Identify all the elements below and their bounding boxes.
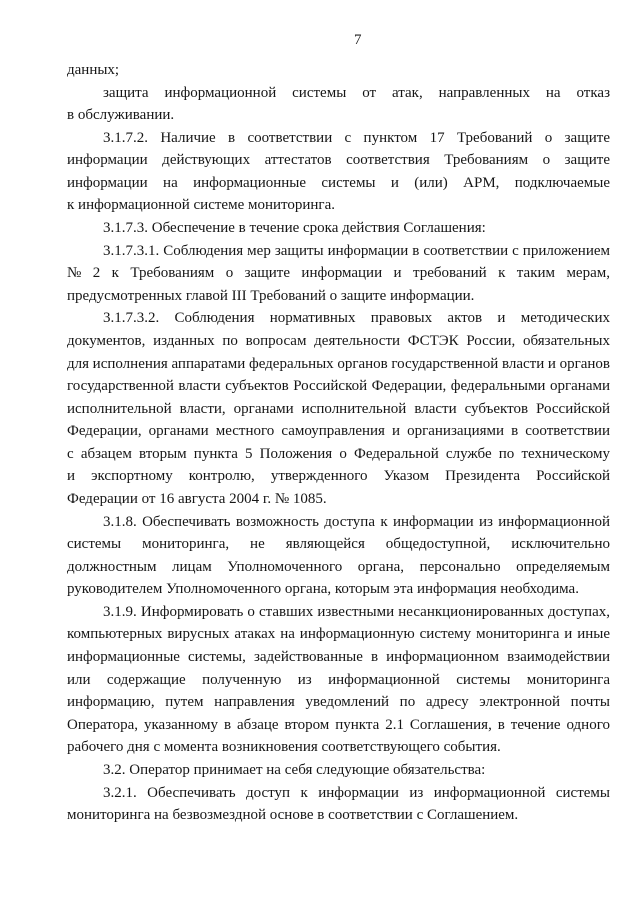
clause-3-2-1 (67, 782, 610, 827)
paragraph-attack-protection (67, 82, 610, 127)
clause-line: 3.1.7.2. Наличие в соответствии с пунктом 17 Требований о защите (103, 129, 610, 146)
clause-line: и экспортному контролю, утвержденного Указом Президента Российской (67, 468, 610, 485)
clause-line: № 2 к Требованиям о защите информации и требований к таким мерам, (67, 265, 610, 282)
clause-line: предусмотренных главой III Требований о защите информации. (67, 287, 475, 304)
clause-3-1-7-2 (67, 127, 610, 217)
clause-line: Федерации, органами местного самоуправления и организациями в соответствии (67, 423, 610, 440)
clause-3-1-7-3-1 (67, 240, 610, 308)
clause-line: 3.1.7.3.2. Соблюдения нормативных правовых актов и методических (103, 310, 610, 327)
clause-line: к информационной системе мониторинга. (67, 197, 335, 214)
clause-line: или содержащие полученную из информационной системы мониторинга (67, 671, 610, 688)
clause-line: информации на информационные системы и (или) АРМ, подключаемые (67, 174, 611, 191)
clause-line: 3.1.8. Обеспечивать возможность доступа к информации из информационной (103, 513, 610, 530)
clause-line: компьютерных вирусных атаках на информационную систему мониторинга и иные (67, 626, 610, 643)
paragraph-continuation (67, 59, 610, 82)
clause-line: рабочего дня с момента возникновения соответствующего события. (67, 739, 501, 756)
clause-line: Федерации от 16 августа 2004 г. № 1085. (67, 490, 327, 507)
clause-line: Оператора, указанному в абзаце втором пункта 2.1 Соглашения, в течение одного (67, 716, 610, 733)
page-number: 7 (354, 32, 362, 48)
clause-line: 3.2. Оператор принимает на себя следующие обязательства: (103, 761, 486, 778)
clause-line: 3.2.1. Обеспечивать доступ к информации из информационной системы (103, 784, 610, 801)
clause-line: 3.1.7.3.1. Соблюдения мер защиты информации в соответствии с приложением (103, 242, 610, 259)
clause-line: документов, изданных по вопросам деятельности ФСТЭК России, обязательных (67, 332, 610, 349)
clause-line: для исполнения аппаратами федеральных органов государственной власти и органов (67, 355, 610, 372)
clause-line: информации действующих аттестатов соответствия Требованиям о защите (67, 152, 610, 169)
paragraph-line: в обслуживании. (67, 107, 175, 124)
clause-line: с абзацем вторым пункта 5 Положения о Федеральной службе по техническому (67, 445, 610, 462)
clause-line: 3.1.7.3. Обеспечение в течение срока действия Соглашения: (103, 220, 486, 237)
clause-3-1-8 (67, 511, 610, 601)
clause-3-1-9 (67, 601, 610, 759)
clause-line: руководителем Уполномоченного органа, которым эта информация необходима. (67, 581, 579, 598)
paragraph-line: защита информационной системы от атак, направленных на отказ (103, 84, 610, 101)
paragraph-line: данных; (67, 62, 120, 78)
clause-3-1-7-3-2 (67, 307, 610, 510)
clause-line: должностным лицам Уполномоченного органа, персонально определяемым (67, 558, 610, 575)
clause-line: системы мониторинга, не являющейся общедоступной, исключительно (67, 536, 610, 553)
clause-line: информационные системы, задействованные в информационном взаимодействии (67, 649, 610, 666)
clause-line: исполнительной власти, органами исполнительной власти субъектов Российской (67, 400, 610, 417)
clause-line: 3.1.9. Информировать о ставших известными несанкционированных доступах, (103, 603, 610, 620)
clause-line: мониторинга на безвозмездной основе в соответствии с Соглашением. (67, 807, 519, 824)
clause-3-2 (67, 759, 610, 782)
document-body (67, 59, 610, 827)
clause-line: государственной власти субъектов Российской Федерации, федеральными органами (67, 378, 610, 395)
clause-3-1-7-3 (67, 217, 610, 240)
clause-line: информацию, путем направления уведомлений по адресу электронной почты (67, 694, 610, 711)
